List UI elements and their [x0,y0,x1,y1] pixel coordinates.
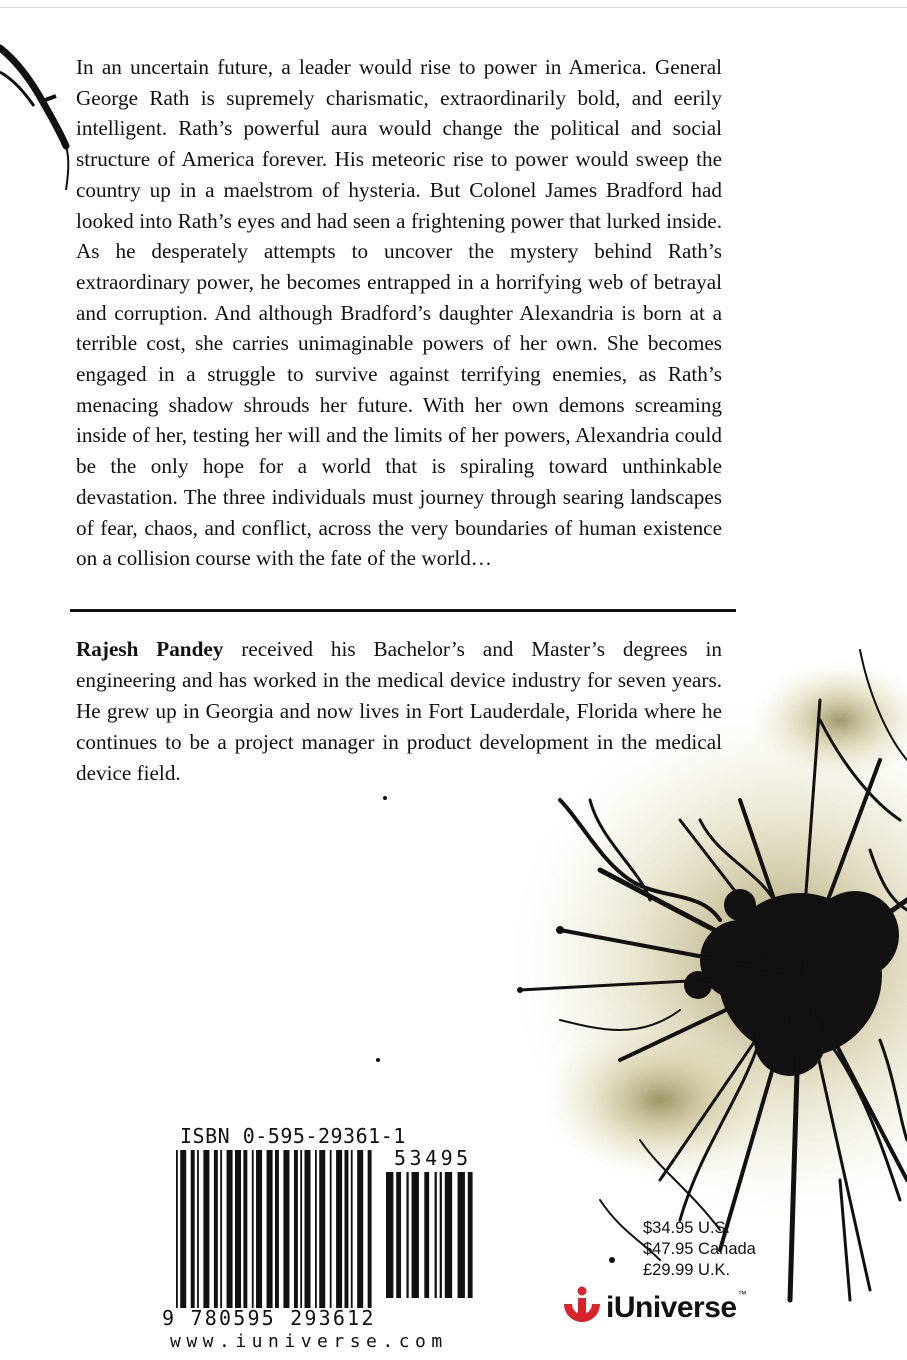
trademark-symbol: ™ [737,1289,747,1299]
price-code-label: 53495 [394,1146,472,1170]
author-bio [76,634,722,789]
price-canada: $47.95 Canada [643,1240,756,1258]
iuniverse-logo-icon [562,1286,602,1330]
section-divider [70,609,736,612]
author-bio-text: received his Bachelor’s and Master’s degrees in engineering and has worked in the medical device industry for seven years. He grew up in Georgia and now lives in Fort Lauderdale, Florida where he continues to be a project manager in product development in the medical device field. [76,637,722,785]
price-list [643,1218,756,1281]
publisher-website: www.iuniverse.com [170,1331,448,1352]
author-name: Rajesh Pandey [76,637,224,661]
price-barcode [386,1172,478,1298]
isbn-barcode [176,1150,374,1308]
publisher-logo [562,1286,747,1330]
back-cover-blurb: In an uncertain future, a leader would rise to power in America. General George Rath is supremely charismatic, extraordinarily bold, and eerily intelligent. Rath’s powerful aura would change the political and social structure of America forever. His meteoric rise to power would sweep the country up in a maelstrom of hysteria. But Colonel James Bradford had looked into Rath’s eyes and had seen a frightening power that lurked inside. As he desperately attempts to uncover the mystery behind Rath’s extraordinary power, he becomes entrapped in a horrifying web of betrayal and corruption. And although Bradford’s daughter Alexandria is born at a terrible cost, she carries unimaginable powers of her own. She becomes engaged in a struggle to survive against terrifying enemies, as Rath’s menacing shadow shrouds her future. With her own demons screaming inside of her, testing her will and the limits of her powers, Alexandria could be the only hope for a world that is spiraling toward unthinkable devastation. The three individuals must journey through searing landscapes of fear, chaos, and conflict, across the very boundaries of human existence on a collision course with the fate of the world… [76,55,722,571]
price-uk: £29.99 U.K. [643,1261,731,1279]
price-us: $34.95 U.S. [643,1219,731,1237]
ean-digits: 9 780595 293612 [162,1306,376,1330]
publisher-name: iUniverse [606,1291,737,1324]
isbn-label: ISBN 0-595-29361-1 [180,1124,406,1148]
